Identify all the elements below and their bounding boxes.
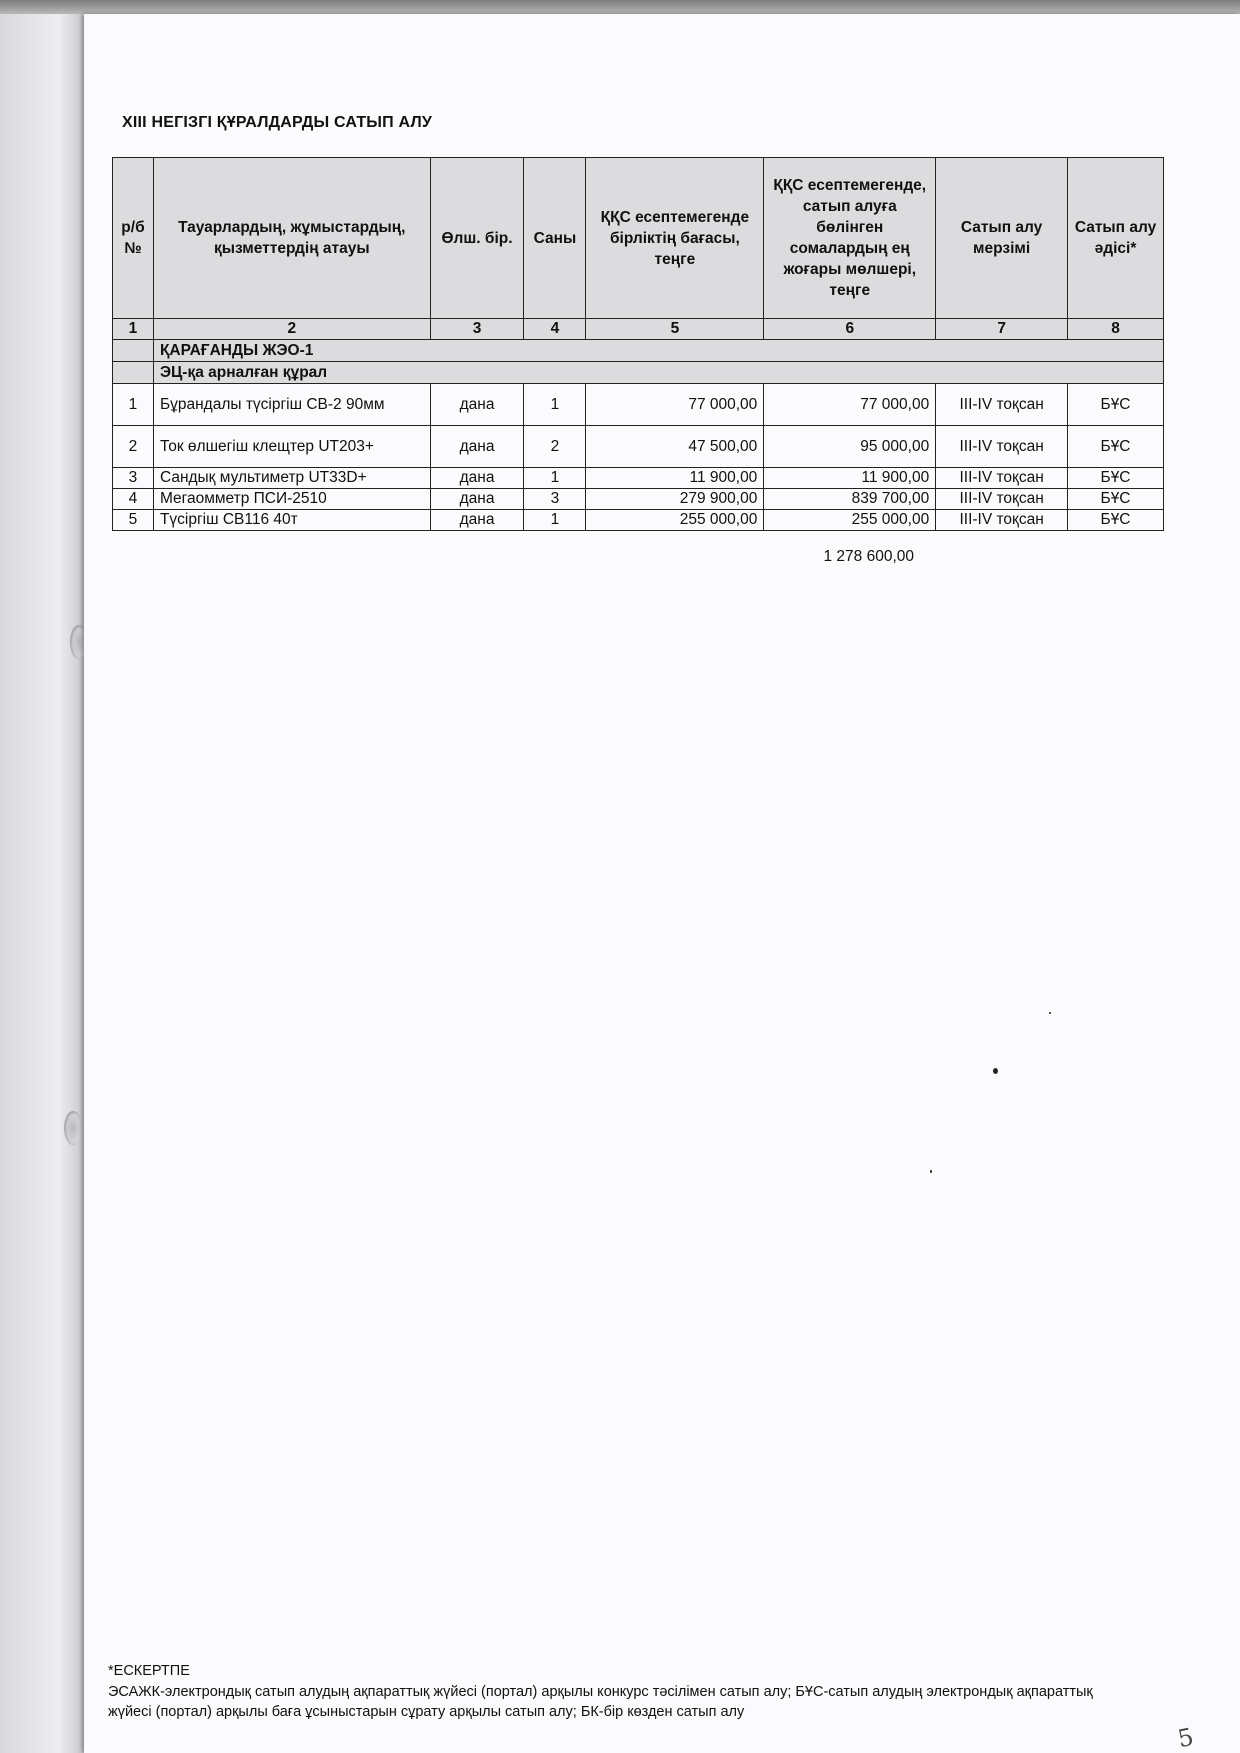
row-qty: 1 <box>524 468 586 489</box>
column-number: 1 <box>113 319 154 340</box>
column-number: 7 <box>936 319 1068 340</box>
row-unit: дана <box>430 384 524 426</box>
footnote <box>108 1661 1128 1722</box>
header-method: Сатып алу әдісі* <box>1068 158 1164 319</box>
table-row <box>113 384 1164 426</box>
row-method: БҰС <box>1068 426 1164 468</box>
row-unit: дана <box>430 468 524 489</box>
row-price: 77 000,00 <box>586 384 764 426</box>
scan-top-strip <box>0 0 1240 14</box>
row-name: Түсіргіш СВ116 40т <box>153 510 430 531</box>
header-num: р/б № <box>113 158 154 319</box>
row-sum: 77 000,00 <box>764 384 936 426</box>
row-price: 47 500,00 <box>586 426 764 468</box>
row-sum: 11 900,00 <box>764 468 936 489</box>
row-unit: дана <box>430 426 524 468</box>
table-row <box>113 468 1164 489</box>
group-blank-cell <box>113 340 154 362</box>
row-name: Бұрандалы түсіргіш СВ-2 90мм <box>153 384 430 426</box>
scan-left-margin <box>0 14 84 1753</box>
row-qty: 1 <box>524 384 586 426</box>
row-sum: 255 000,00 <box>764 510 936 531</box>
column-number: 6 <box>764 319 936 340</box>
header-price: ҚҚС есептемегенде бірліктің бағасы, теңге <box>586 158 764 319</box>
subgroup-row <box>113 362 1164 384</box>
row-num: 1 <box>113 384 154 426</box>
row-period: III-IV тоқсан <box>936 489 1068 510</box>
column-number: 2 <box>153 319 430 340</box>
table-row <box>113 426 1164 468</box>
row-method: БҰС <box>1068 468 1164 489</box>
scan-speck <box>993 1068 998 1074</box>
header-unit: Өлш. бір. <box>430 158 524 319</box>
column-number-row <box>113 319 1164 340</box>
section-title: XIII НЕГІЗГІ ҚҰРАЛДАРДЫ САТЫП АЛУ <box>122 114 433 131</box>
row-num: 3 <box>113 468 154 489</box>
scan-speck <box>930 1170 932 1173</box>
row-unit: дана <box>430 510 524 531</box>
table-row <box>113 510 1164 531</box>
table-header-row <box>113 158 1164 319</box>
header-qty: Саны <box>524 158 586 319</box>
row-name: Сандық мультиметр UT33D+ <box>153 468 430 489</box>
header-period: Сатып алу мерзімі <box>936 158 1068 319</box>
row-qty: 1 <box>524 510 586 531</box>
grand-total: 1 278 600,00 <box>823 548 914 565</box>
row-sum: 839 700,00 <box>764 489 936 510</box>
procurement-table <box>112 157 1164 531</box>
handwritten-page-mark: 5 <box>1175 1722 1197 1753</box>
row-name: Ток өлшегіш клещтер UT203+ <box>153 426 430 468</box>
row-method: БҰС <box>1068 384 1164 426</box>
row-price: 255 000,00 <box>586 510 764 531</box>
row-num: 4 <box>113 489 154 510</box>
table-row <box>113 489 1164 510</box>
row-sum: 95 000,00 <box>764 426 936 468</box>
row-qty: 2 <box>524 426 586 468</box>
punch-hole-bottom <box>64 1111 82 1145</box>
row-num: 5 <box>113 510 154 531</box>
row-price: 279 900,00 <box>586 489 764 510</box>
scan-speck <box>1049 1012 1051 1014</box>
group-title: ҚАРАҒАНДЫ ЖЭО-1 <box>153 340 1163 362</box>
row-period: III-IV тоқсан <box>936 510 1068 531</box>
row-qty: 3 <box>524 489 586 510</box>
footnote-title: *ЕСКЕРТПЕ <box>108 1663 190 1679</box>
row-period: III-IV тоқсан <box>936 426 1068 468</box>
row-unit: дана <box>430 489 524 510</box>
column-number: 3 <box>430 319 524 340</box>
column-number: 5 <box>586 319 764 340</box>
row-method: БҰС <box>1068 510 1164 531</box>
subgroup-title: ЭЦ-қа арналған құрал <box>153 362 1163 384</box>
column-number: 8 <box>1068 319 1164 340</box>
row-method: БҰС <box>1068 489 1164 510</box>
footnote-text: ЭСАЖК-электрондық сатып алудың ақпараттық жүйесі (портал) арқылы конкурс тәсілімен сатып алу; БҰС-сатып алудың электрондық ақпараттық жүйесі (портал) арқылы баға ұсыныстарын сұрату арқылы сатып алу; БК-бір көзден сатып алу <box>108 1684 1093 1720</box>
row-num: 2 <box>113 426 154 468</box>
row-name: Мегаомметр ПСИ-2510 <box>153 489 430 510</box>
group-row <box>113 340 1164 362</box>
subgroup-blank-cell <box>113 362 154 384</box>
header-max-sum: ҚҚС есептемегенде, сатып алуға бөлінген сомалардың ең жоғары мөлшері, теңге <box>764 158 936 319</box>
row-period: III-IV тоқсан <box>936 468 1068 489</box>
row-price: 11 900,00 <box>586 468 764 489</box>
column-number: 4 <box>524 319 586 340</box>
row-period: III-IV тоқсан <box>936 384 1068 426</box>
header-name: Тауарлардың, жұмыстардың, қызметтердің атауы <box>153 158 430 319</box>
